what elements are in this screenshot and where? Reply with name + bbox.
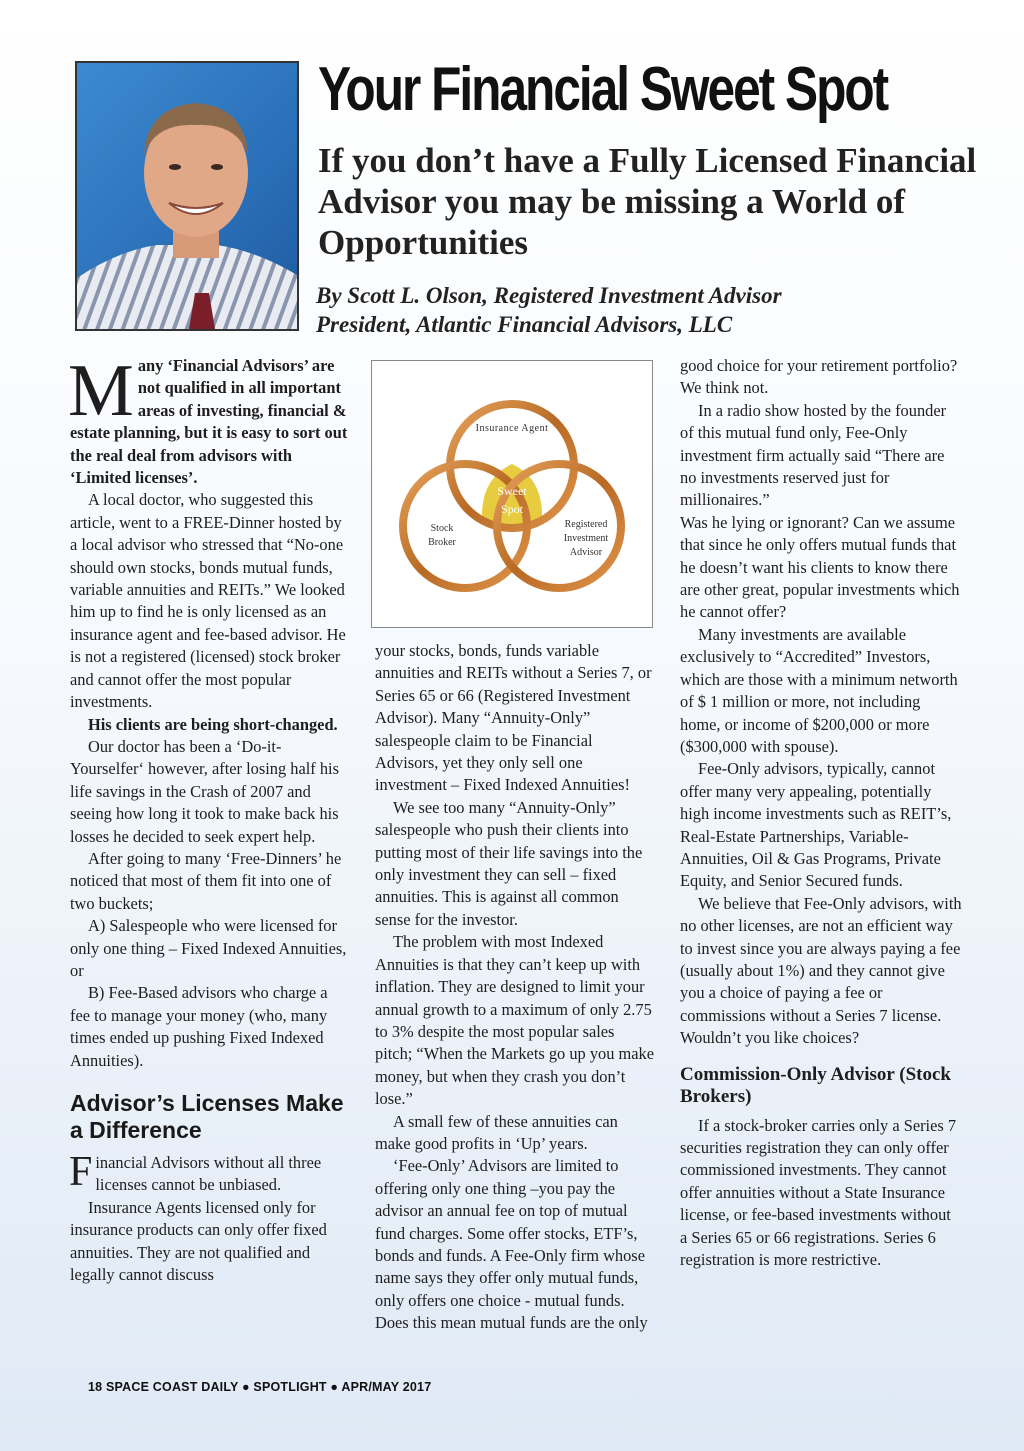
- section-heading: Commission-Only Advisor (Stock Brokers): [680, 1063, 951, 1108]
- label-insurance-agent: Insurance Agent: [475, 423, 549, 434]
- column-2: [375, 640, 655, 1335]
- section-heading: Advisor’s Licenses Make a Difference: [70, 1090, 344, 1143]
- paragraph: ‘Fee-Only’ Advisors are limited to offering only one thing –you pay the advisor an annual fee on top of mutual fund charges. Some offer stocks, ETF’s, bonds and funds. A Fee-Only firm whose name says they offer only mutual funds, only offers one choice - mutual funds. Does this mean mutual funds are the only: [375, 1156, 648, 1333]
- paragraph: After going to many ‘Free-Dinners’ he noticed that most of them fit into one of two buckets;: [70, 848, 342, 913]
- paragraph: your stocks, bonds, funds variable annuities and REITs without a Series 7, or Series 65 or 66 (Registered Investment Advisor). Many “Annuity-Only” salespeople claim to be Financial Advisors, yet they only sell one investment – Fixed Indexed Annuities!: [375, 641, 652, 795]
- lead-paragraph: Many ‘Financial Advisors’ are not qualified in all important areas of investing, financial & estate planning, but it is easy to sort out the real deal from advisors with ‘Limited licenses’.: [68, 350, 348, 488]
- paragraph: Fee-Only advisors, typically, cannot offer many very appealing, potentially high income investments such as REIT’s, Real-Estate Partnerships, Variable-Annuities, Oil & Gas Programs, Private Equity, and Senior Secured funds.: [680, 759, 952, 891]
- paragraph: The problem with most Indexed Annuities is that they can’t keep up with inflation. They are designed to limit your annual growth to a maximum of only 2.75 to 3% despite the most popular sales pitch; “When the Markets go up you make money, but when they crash you don’t lose.”: [375, 932, 655, 1109]
- paragraph: good choice for your retirement portfolio? We think not.: [680, 356, 958, 398]
- author-portrait: [77, 63, 297, 329]
- label-advisor: Advisor: [569, 547, 603, 558]
- column-3: [680, 355, 962, 1271]
- page-footer: 18 SPACE COAST DAILY ● SPOTLIGHT ● APR/MAY 2017: [88, 1380, 432, 1394]
- drop-cap-small: F: [69, 1149, 93, 1195]
- byline-author: By Scott L. Olson, Registered Investment Advisor: [316, 283, 782, 308]
- label-stock: Stock: [430, 523, 454, 534]
- paragraph: Financial Advisors without all three licenses cannot be unbiased.: [69, 1149, 322, 1195]
- column-1: [68, 350, 350, 1286]
- paragraph: A small few of these annuities can make good profits in ‘Up’ years.: [375, 1111, 618, 1153]
- label-spot: Spot: [500, 502, 524, 516]
- paragraph: We believe that Fee-Only advisors, with no other licenses, are not an efficient way to invest since you are always paying a fee (usually about 1%) and they cannot give you a choice of paying a fee or commissions without a Series 7 license. Wouldn’t you like choices?: [680, 893, 962, 1048]
- label-investment: Investment: [563, 533, 609, 544]
- paragraph: Insurance Agents licensed only for insurance products can only offer fixed annuities. They are not qualified and legally cannot discuss: [70, 1197, 327, 1285]
- label-sweet: Sweet: [497, 484, 527, 498]
- byline-title: President, Atlantic Financial Advisors, LLC: [316, 312, 733, 337]
- paragraph: In a radio show hosted by the founder of this mutual fund only, Fee-Only investment firm actually said “There are no investments reserved just for millionaires.”: [680, 400, 947, 510]
- article-subtitle: If you don’t have a Fully Licensed Financial Advisor you may be missing a World of Opportunities: [318, 141, 977, 262]
- paragraph: B) Fee-Based advisors who charge a fee to manage your money (who, many times ended up pushing Fixed Indexed Annuities).: [70, 983, 328, 1070]
- paragraph: If a stock-broker carries only a Series 7 securities registration they can only offer commissioned investments. They cannot offer annuities without a State Insurance license, or fee-based investments without a Series 65 or 66 registrations. Series 6 registration is more restrictive.: [680, 1115, 957, 1270]
- paragraph-emphasis: His clients are being short-changed.: [88, 714, 338, 734]
- paragraph: We see too many “Annuity-Only” salespeople who push their clients into putting most of their life savings into the only investment they can sell – fixed annuities. This is against all common sense for the investor.: [375, 797, 643, 929]
- paragraph: Our doctor has been a ‘Do-it-Yourselfer‘ however, after losing half his life savings in the Crash of 2007 and seeing how long it took to make back his losses he decided to seek expert help.: [70, 736, 339, 846]
- paragraph: A local doctor, who suggested this article, went to a FREE-Dinner hosted by a local advisor who stressed that “No-one should own stocks, bonds mutual funds, variable annuities and REITs.” We looked him up to find he is only licensed as an insurance agent and fee-based advisor. He is not a registered (licensed) stock broker and cannot offer the most popular investments.: [70, 490, 346, 712]
- byline: [316, 281, 782, 339]
- author-photo: [75, 61, 299, 331]
- paragraph: Many investments are available exclusively to “Accredited” Investors, which are those with a minimum networth of $ 1 million or more, not including home, or income of $200,000 or more ($300,000 with spouse).: [680, 624, 958, 756]
- venn-diagram-figure: [371, 360, 653, 628]
- article-title: Your Financial Sweet Spot: [318, 55, 888, 124]
- label-broker: Broker: [428, 537, 456, 548]
- drop-cap: M: [68, 350, 134, 432]
- venn-diagram: [372, 361, 652, 627]
- paragraph: A) Salespeople who were licensed for only one thing – Fixed Indexed Annuities, or: [70, 916, 347, 980]
- label-registered: Registered: [564, 519, 608, 530]
- paragraph: Was he lying or ignorant? Can we assume that since he only offers mutual funds that he doesn’t want his clients to know there are other great, popular investments which he cannot offer?: [680, 512, 960, 622]
